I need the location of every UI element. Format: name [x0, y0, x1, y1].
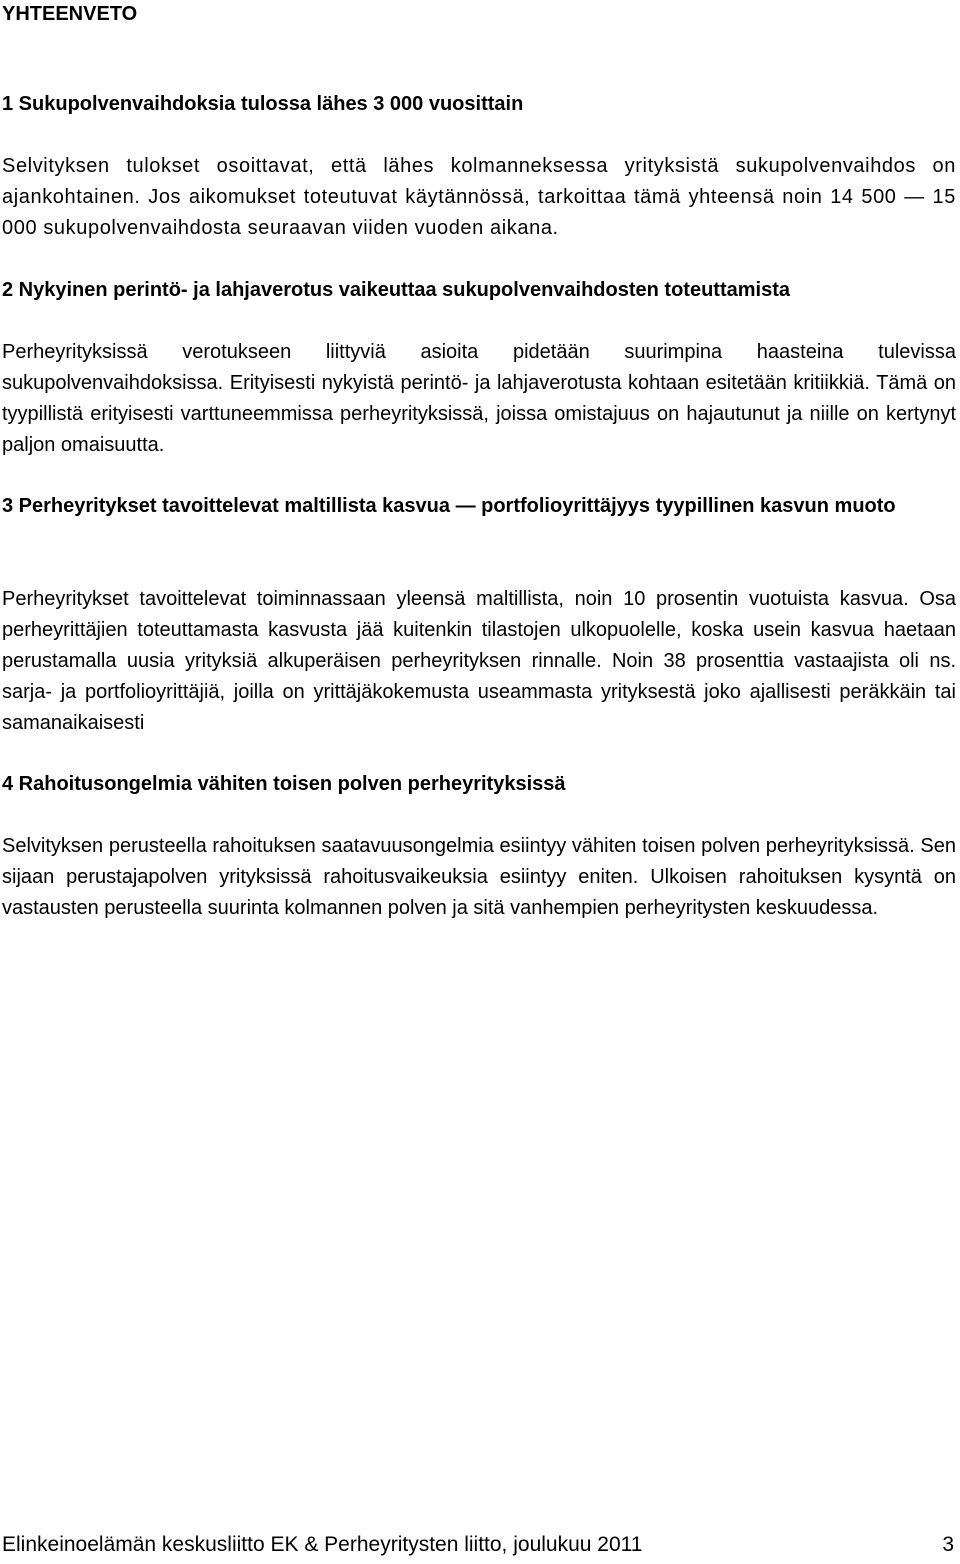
document-title: YHTEENVETO: [2, 3, 138, 25]
section-body-3: Perheyritykset tavoittelevat toiminnassaan yleensä maltillista, noin 10 prosentin vuotuista kasvua. Osa perheyrittäjien toteuttamasta kasvusta jää kuitenkin tilastojen ulkopuolelle, koska usein kasvua haetaan perustamalla uusia yrityksiä alkuperäisen perheyrityksen rinnalle. Noin 38 prosenttia vastaajista oli ns. sarja- ja portfolioyrittäjiä, joilla on yrittäjäkokemusta useammasta yrityksestä joko ajallisesti peräkkäin tai samanaikaisesti: [2, 588, 956, 734]
section-body-2: Perheyrityksissä verotukseen liittyviä asioita pidetään suurimpina haasteina tulevissa sukupolvenvaihdoksissa. Erityisesti nykyistä perintö- ja lahjaverotusta kohtaan esitetään kritiikkiä. Tämä on tyypillistä erityisesti varttuneemmissa perheyrityksissä, joissa omistajuus on hajautunut ja niille on kertynyt paljon omaisuutta.: [2, 341, 956, 456]
section-body-4: Selvityksen perusteella rahoituksen saatavuusongelmia esiintyy vähiten toisen polven perheyrityksissä. Sen sijaan perustajapolven yrityksissä rahoitusvaikeuksia esiintyy eniten. Ulkoisen rahoituksen kysyntä on vastausten perusteella suurinta kolmannen polven ja sitä vanhempien perheyritysten keskuudessa.: [2, 835, 956, 919]
page-footer: [2, 1532, 954, 1558]
footer-publisher: Elinkeinoelämän keskusliitto EK & Perheyritysten liitto, joulukuu 2011: [2, 1533, 643, 1556]
section-heading-1: 1 Sukupolvenvaihdoksia tulossa lähes 3 000 vuosittain: [2, 93, 524, 115]
section-heading-4: 4 Rahoitusongelmia vähiten toisen polven perheyrityksissä: [2, 773, 566, 795]
section-heading-3: 3 Perheyritykset tavoittelevat maltillista kasvua — portfolioyrittäjyys tyypillinen kasvun muoto: [2, 495, 896, 517]
page-number: 3: [942, 1533, 954, 1556]
section-heading-2: 2 Nykyinen perintö- ja lahjaverotus vaikeuttaa sukupolvenvaihdosten toteuttamista: [2, 279, 790, 301]
section-body-1: Selvityksen tulokset osoittavat, että lähes kolmanneksessa yrityksistä sukupolvenvaihdos on ajankohtainen. Jos aikomukset toteutuvat käytännössä, tarkoittaa tämä yhteensä noin 14 500 — 15 000 sukupolvenvaihdosta seuraavan viiden vuoden aikana.: [2, 155, 956, 239]
